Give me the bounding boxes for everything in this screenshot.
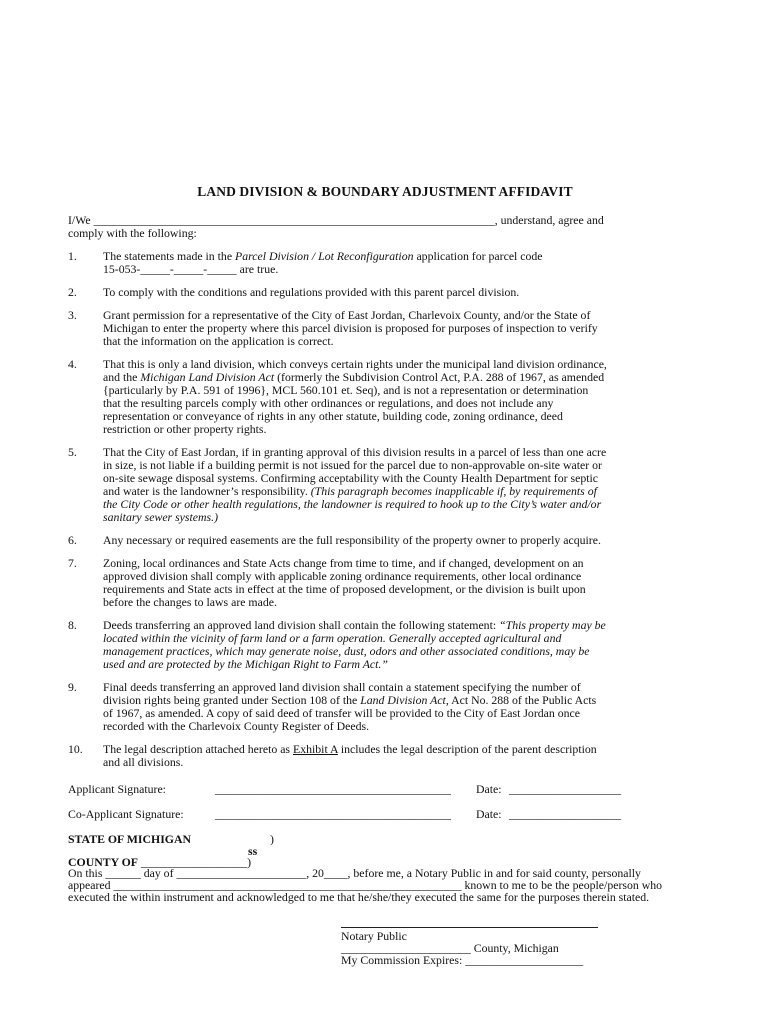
item-text-italic: located within the vicinity of farm land or a farm operation. Generally accepted agricultural and xyxy=(103,631,562,645)
item-text: and water is the landowner’s responsibility. xyxy=(103,484,311,498)
item-text: That this is only a land division, which conveys certain rights under the municipal land division ordinance, xyxy=(103,357,607,371)
item-text: that the information on the application is correct. xyxy=(103,334,334,348)
item-body xyxy=(103,309,703,348)
coapplicant-signature-field[interactable]: ________________________________________ xyxy=(215,807,451,821)
item-text-italic: sanitary sewer systems.) xyxy=(103,510,219,524)
document-title: LAND DIVISION & BOUNDARY ADJUSTMENT AFFIDAVIT xyxy=(197,184,573,199)
item-body xyxy=(103,250,703,276)
ss-mark: ss xyxy=(248,844,258,858)
coapplicant-date-field[interactable]: ___________________ xyxy=(509,807,622,821)
item-text: on-site sewage disposal systems. Confirming acceptability with the County Health Department for septic xyxy=(103,471,599,485)
coapplicant-signature-label: Co-Applicant Signature: xyxy=(68,807,184,821)
applicant-signature-label: Applicant Signature: xyxy=(68,782,166,796)
date-label: Date: xyxy=(476,782,502,796)
parcel-code-line[interactable]: 15-053-_____-_____-_____ are true. xyxy=(103,262,279,276)
item-body xyxy=(103,681,703,733)
item-text: To comply with the conditions and regulations provided with this parent parcel division. xyxy=(103,285,520,299)
item-number: 5. xyxy=(68,445,77,459)
intro-iwe: I/We xyxy=(68,213,94,227)
item-body xyxy=(103,619,703,671)
notary-public-label: Notary Public xyxy=(341,929,407,943)
applicant-signature-field[interactable]: ________________________________________ xyxy=(215,782,451,796)
item-text-italic: management practices, which may generate noise, dust, odors and other associated conditions, may be xyxy=(103,644,590,658)
exhibit-a-reference: Exhibit A xyxy=(292,742,338,756)
item-text-italic: Michigan Land Division Act xyxy=(140,370,275,384)
item-number: 7. xyxy=(68,556,77,570)
item-body xyxy=(103,446,703,524)
date-label: Date: xyxy=(476,807,502,821)
item-text: representation or conveyance of rights in any other statute, building code, zoning ordinance, deed xyxy=(103,409,563,423)
item-body xyxy=(103,743,703,769)
name-blank[interactable]: ____________________________________________________________________ xyxy=(93,213,495,227)
item-text-italic: Land Division Act xyxy=(360,693,446,707)
notary-county-field[interactable]: ______________________ County, Michigan xyxy=(341,941,559,955)
item-text: before the changes to laws are made. xyxy=(103,595,277,609)
item-text: restriction or other property rights. xyxy=(103,422,267,436)
item-text: requirements and State acts in effect at the time of proposed development, or the division is built upon xyxy=(103,582,586,596)
item-text: that the resulting parcels comply with other ordinances or regulations, and does not include any xyxy=(103,396,554,410)
item-number: 9. xyxy=(68,680,77,694)
item-number: 3. xyxy=(68,308,77,322)
applicant-date-field[interactable]: ___________________ xyxy=(509,782,622,796)
item-text: and the xyxy=(103,370,141,384)
item-text: Any necessary or required easements are the full responsibility of the property owner to properly acquire. xyxy=(103,533,601,547)
notary-text-line-1: On this ______ day of ______________________, 20____, before me, a Notary Public in and for said county, personally xyxy=(68,866,641,880)
item-text: in size, is not liable if a building permit is not issued for the parcel due to non-approvable on-site water or xyxy=(103,458,602,472)
county-field[interactable]: __________________ xyxy=(140,855,248,869)
item-body xyxy=(103,557,703,609)
item-text: , Act No. 288 of the Public Acts xyxy=(445,693,597,707)
item-text: Michigan to enter the property where this parcel division is proposed for purposes of inspection to verify xyxy=(103,321,598,335)
item-text: approved division shall comply with applicable zoning ordinance requirements, other local ordinance xyxy=(103,569,582,583)
item-body xyxy=(103,358,703,436)
commission-expires-field[interactable]: My Commission Expires: ____________________ xyxy=(341,953,584,967)
item-number: 1. xyxy=(68,249,77,263)
item-number: 2. xyxy=(68,285,77,299)
paren: ) xyxy=(270,832,274,846)
item-text: division rights being granted under Section 108 of the xyxy=(103,693,361,707)
item-text: The legal description attached hereto as xyxy=(103,742,293,756)
item-text: Deeds transferring an approved land division shall contain the following statement: xyxy=(103,618,500,632)
notary-signature-line[interactable] xyxy=(341,927,598,928)
item-number: 6. xyxy=(68,533,77,547)
item-number: 4. xyxy=(68,357,77,371)
item-text: and all divisions. xyxy=(103,755,184,769)
item-text: (formerly the Subdivision Control Act, P.A. 288 of 1967, as amended xyxy=(274,370,605,384)
paren: ) xyxy=(247,855,252,869)
state-label: STATE OF MICHIGAN xyxy=(68,832,192,846)
item-text: includes the legal description of the parent description xyxy=(337,742,597,756)
notary-text-line-2: appeared ___________________________________________________________ known to me to be the people/person who xyxy=(68,878,663,892)
notary-text-line-3: executed the within instrument and acknowledged to me that he/she/they executed the same for the purposes therein stated. xyxy=(68,890,650,904)
item-text: of 1967, as amended. A copy of said deed of transfer will be provided to the City of East Jordan once xyxy=(103,706,580,720)
intro-line-2: comply with the following: xyxy=(68,226,197,240)
item-number: 10. xyxy=(68,742,83,756)
item-text: recorded with the Charlevoix County Register of Deeds. xyxy=(103,719,370,733)
item-text: Grant permission for a representative of the City of East Jordan, Charlevoix County, and/or the State of xyxy=(103,308,591,322)
item-text: application for parcel code xyxy=(413,249,543,263)
item-text-italic: the City Code or other health regulations, the landowner is required to hook up to the City’s water and/or xyxy=(103,497,602,511)
intro-understand: , understand, agree and xyxy=(494,213,604,227)
item-text-italic: (This paragraph becomes inapplicable if, by requirements of xyxy=(310,484,597,498)
item-body xyxy=(103,534,703,547)
item-text: The statements made in the xyxy=(103,249,236,263)
item-text-italic: “This property may be xyxy=(499,618,606,632)
item-text: That the City of East Jordan, if in granting approval of this division results in a parcel of less than one acre xyxy=(103,445,607,459)
county-label: COUNTY OF xyxy=(68,855,139,869)
item-text: {particularly by P.A. 591 of 1996}, MCL 560.101 et. Seq), and is not a representation or determination xyxy=(103,383,589,397)
item-number: 8. xyxy=(68,618,77,632)
item-text-italic: Parcel Division / Lot Reconfiguration xyxy=(235,249,414,263)
item-body xyxy=(103,286,703,299)
item-text: Final deeds transferring an approved land division shall contain a statement specifying the number of xyxy=(103,680,581,694)
item-text-italic: used and are protected by the Michigan Right to Farm Act.” xyxy=(103,657,388,671)
item-text: Zoning, local ordinances and State Acts change from time to time, and if changed, development on an xyxy=(103,556,584,570)
